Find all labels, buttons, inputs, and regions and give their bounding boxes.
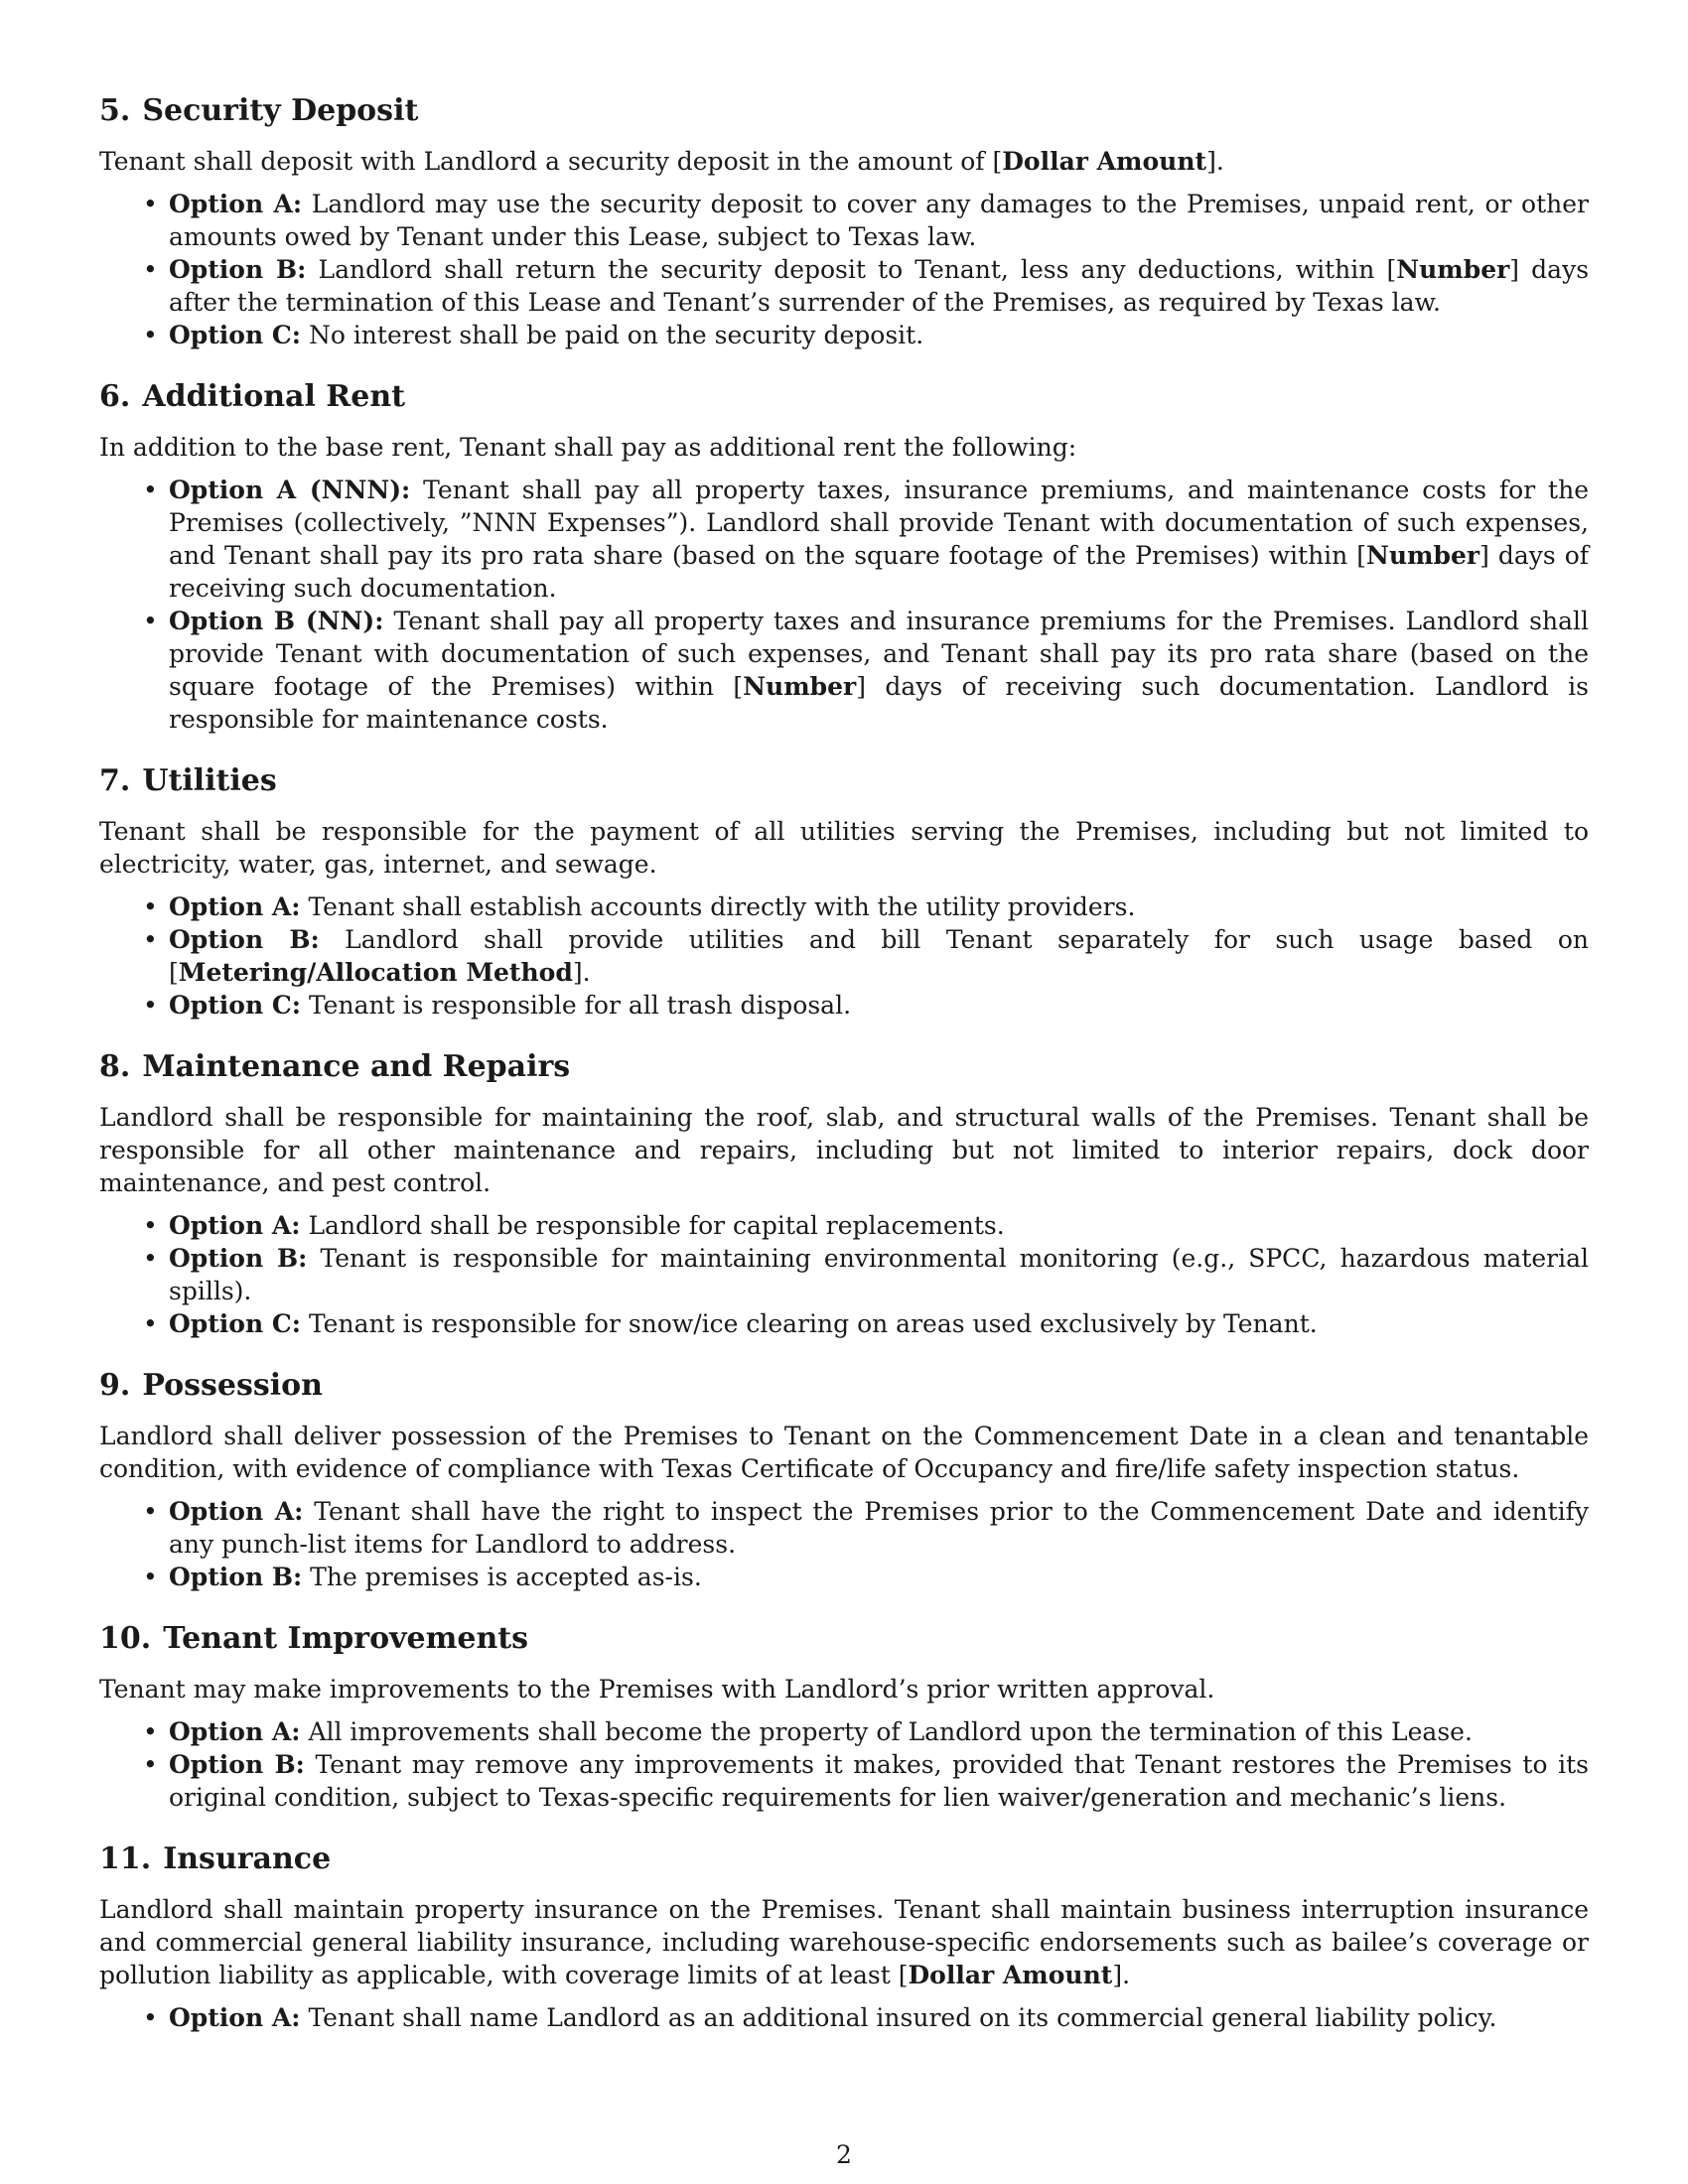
placeholder-field: Metering/Allocation Method [178, 958, 573, 987]
option-label: Option A: [169, 2003, 301, 2032]
option-item [169, 1495, 1589, 1561]
option-item [169, 2001, 1589, 2034]
option-label: Option A (NNN): [169, 476, 411, 504]
option-label: Option A: [169, 892, 301, 921]
section-title: Additional Rent [142, 379, 405, 414]
placeholder-field: Number [743, 672, 857, 701]
text-run: ] days after the termination of this Lease and Tenant’s surrender of the Premises, as required by Texas law. [169, 255, 1590, 317]
option-item [169, 319, 1589, 351]
section-number: 5. [99, 93, 131, 128]
section-possession [99, 1366, 1589, 1593]
section-title: Possession [142, 1368, 323, 1403]
options-list [99, 188, 1589, 351]
section-intro [99, 1420, 1589, 1485]
text-run: Tenant shall name Landlord as an additional insured on its commercial general liability policy. [308, 2003, 1497, 2032]
text-run: Tenant is responsible for maintaining environmental monitoring (e.g., SPCC, hazardous material spills). [169, 1244, 1590, 1305]
option-label: Option B: [169, 925, 320, 954]
text-run: Landlord shall maintain property insurance on the Premises. Tenant shall maintain business interruption insurance and commercial general liability insurance, including warehouse-specific endorsements such as bailee’s coverage or pollution liability as applicable, with coverage limits of at least [ [99, 1895, 1589, 1989]
option-item [169, 1209, 1589, 1242]
option-label: Option A: [169, 1211, 301, 1240]
option-label: Option A: [169, 1497, 304, 1526]
section-title: Tenant Improvements [163, 1621, 529, 1656]
text-run: In addition to the base rent, Tenant shall pay as additional rent the following: [99, 433, 1077, 462]
section-security-deposit [99, 91, 1589, 351]
placeholder-field: Dollar Amount [1002, 147, 1207, 176]
option-item [169, 1748, 1589, 1814]
option-label: Option B: [169, 255, 307, 284]
text-run: ]. [1112, 1961, 1131, 1989]
section-heading [99, 377, 1589, 417]
text-run: Tenant shall pay all property taxes, insurance premiums, and maintenance costs for the Premises (collectively, ”NNN Expenses”). Landlord shall provide Tenant with documentation of such expenses, and Tenant shall pay its pro rata share (based on the square footage of the Premises) within [ [169, 476, 1589, 570]
section-title: Security Deposit [142, 93, 419, 128]
options-list [99, 1209, 1589, 1340]
text-run: Tenant shall be responsible for the payment of all utilities serving the Premises, including but not limited to electricity, water, gas, internet, and sewage. [99, 817, 1589, 879]
section-number: 9. [99, 1368, 131, 1403]
option-item [169, 1242, 1589, 1307]
text-run: No interest shall be paid on the security deposit. [308, 321, 924, 349]
option-item [169, 923, 1589, 989]
section-heading [99, 1047, 1589, 1087]
option-item [169, 890, 1589, 923]
text-run: Landlord shall provide utilities and bill Tenant separately for such usage based on [ [169, 925, 1590, 987]
section-number: 8. [99, 1049, 131, 1084]
section-number: 11. [99, 1842, 152, 1876]
section-heading [99, 91, 1589, 131]
section-heading [99, 1366, 1589, 1406]
section-intro [99, 145, 1589, 178]
text-run: Landlord shall deliver possession of the Premises to Tenant on the Commencement Date in a clean and tenantable condition, with evidence of compliance with Texas Certificate of Occupancy and fire/life safety inspection status. [99, 1422, 1589, 1483]
text-run: All improvements shall become the property of Landlord upon the termination of this Lease. [308, 1717, 1473, 1746]
section-intro [99, 1893, 1589, 1991]
text-run: Landlord shall be responsible for maintaining the roof, slab, and structural walls of the Premises. Tenant shall be responsible for all other maintenance and repairs, including but not limited to interior repairs, dock door maintenance, and pest control. [99, 1103, 1589, 1197]
section-intro [99, 815, 1589, 881]
option-label: Option B (NN): [169, 607, 384, 635]
page-number: 2 [836, 2140, 852, 2169]
section-title: Maintenance and Repairs [142, 1049, 571, 1084]
options-list [99, 2001, 1589, 2034]
placeholder-field: Number [1366, 541, 1480, 570]
section-heading [99, 761, 1589, 801]
option-label: Option B: [169, 1244, 308, 1273]
text-run: ]. [572, 958, 591, 987]
options-list [99, 890, 1589, 1022]
option-label: Option C: [169, 321, 301, 349]
option-item [169, 605, 1589, 736]
option-item [169, 989, 1589, 1022]
option-label: Option A: [169, 1717, 301, 1746]
section-insurance [99, 1840, 1589, 2034]
text-run: Tenant is responsible for snow/ice clearing on areas used exclusively by Tenant. [308, 1309, 1318, 1338]
option-item [169, 1307, 1589, 1340]
text-run: Tenant shall establish accounts directly with the utility providers. [308, 892, 1136, 921]
section-intro [99, 1101, 1589, 1199]
option-label: Option B: [169, 1750, 305, 1779]
options-list [99, 1495, 1589, 1593]
placeholder-field: Dollar Amount [908, 1961, 1113, 1989]
section-utilities [99, 761, 1589, 1022]
text-run: Tenant is responsible for all trash disposal. [308, 991, 852, 1020]
option-label: Option B: [169, 1563, 303, 1591]
section-additional-rent [99, 377, 1589, 736]
text-run: ] days of receiving such documentation. [169, 541, 1589, 603]
text-run: Tenant may remove any improvements it makes, provided that Tenant restores the Premises to its original condition, subject to Texas-specific requirements for lien waiver/generation and mechanic’s liens. [169, 1750, 1589, 1812]
text-run: Tenant shall deposit with Landlord a security deposit in the amount of [ [99, 147, 1003, 176]
option-label: Option C: [169, 1309, 301, 1338]
section-intro [99, 431, 1589, 464]
text-run: Tenant shall have the right to inspect the Premises prior to the Commencement Date and identify any punch-list items for Landlord to address. [169, 1497, 1590, 1559]
option-item [169, 253, 1589, 319]
options-list [99, 474, 1589, 736]
option-label: Option C: [169, 991, 301, 1020]
section-heading [99, 1619, 1589, 1659]
options-list [99, 1715, 1589, 1814]
section-tenant-improvements [99, 1619, 1589, 1814]
section-number: 10. [99, 1621, 152, 1656]
option-item [169, 1561, 1589, 1593]
text-run: ] days of receiving such documentation. Landlord is responsible for maintenance costs. [169, 672, 1589, 734]
section-maintenance-and-repairs [99, 1047, 1589, 1340]
section-number: 7. [99, 763, 131, 798]
section-title: Insurance [163, 1842, 332, 1876]
section-heading [99, 1840, 1589, 1879]
text-run: Tenant may make improvements to the Premises with Landlord’s prior written approval. [99, 1675, 1215, 1704]
option-label: Option A: [169, 190, 303, 218]
placeholder-field: Number [1396, 255, 1510, 284]
section-number: 6. [99, 379, 131, 414]
text-run: Landlord shall return the security deposit to Tenant, less any deductions, within [ [318, 255, 1397, 284]
text-run: ]. [1206, 147, 1224, 176]
section-title: Utilities [142, 763, 277, 798]
option-item [169, 1715, 1589, 1748]
text-run: The premises is accepted as-is. [310, 1563, 702, 1591]
text-run: Landlord may use the security deposit to cover any damages to the Premises, unpaid rent, or other amounts owed by Tenant under this Lease, subject to Texas law. [169, 190, 1589, 251]
text-run: Landlord shall be responsible for capital replacements. [308, 1211, 1005, 1240]
option-item [169, 474, 1589, 605]
text-run: Tenant shall pay all property taxes and insurance premiums for the Premises. Landlord shall provide Tenant with documentation of such expenses, and Tenant shall pay its pro rata share (based on the square footage of the Premises) within [ [169, 607, 1589, 701]
option-item [169, 188, 1589, 253]
document-page [99, 91, 1589, 2060]
section-intro [99, 1673, 1589, 1706]
